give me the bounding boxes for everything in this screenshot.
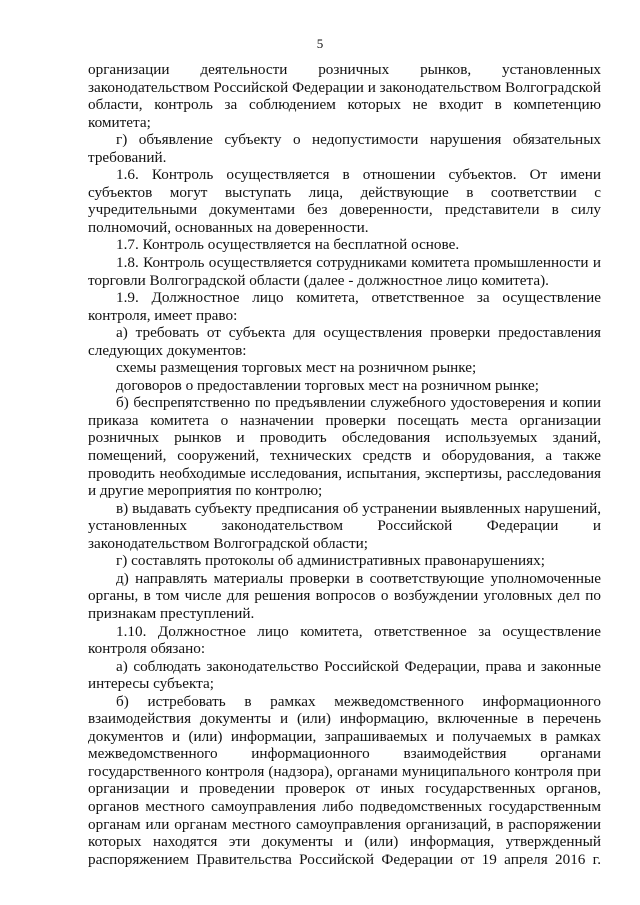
paragraph-1-9-a-item-1: схемы размещения торговых мест на розничном рынке; xyxy=(116,359,477,377)
paragraph-1-7: 1.7. Контроль осуществляется на бесплатной основе. xyxy=(116,236,460,254)
paragraph-1-9-b: б) беспрепятственно по предъявлении служебного удостоверения и копии приказа комитета о назначении проверки посещать места организации розничных рынков и проводить обследования используемых зданий, помещений, сооружений, технических средств и оборудования, а также проводить необходимые исследования, испытания, экспертизы, расследования и другие мероприятия по контролю; xyxy=(88,394,601,500)
paragraph-1-9-g: г) составлять протоколы об административных правонарушениях; xyxy=(116,552,545,570)
paragraph-1-10: 1.10. Должностное лицо комитета, ответственное за осуществление контроля обязано: xyxy=(88,622,601,658)
paragraph-1-9: 1.9. Должностное лицо комитета, ответственное за осуществление контроля, имеет право: xyxy=(88,289,601,324)
paragraph-1-9-a: а) требовать от субъекта для осуществления проверки предоставления следующих документов: xyxy=(88,324,601,359)
paragraph-1-9-v: в) выдавать субъекту предписания об устранении выявленных нарушений, установленных законодательством Российской Федерации и законодательством Волгоградской области; xyxy=(88,499,601,552)
page-number: 5 xyxy=(316,36,324,51)
paragraph-continuation: организации деятельности розничных рынков, установленных законодательством Российской Федерации и законодательством Волгоградской области, контроль за соблюдением которых не входит в компетенцию комитета; xyxy=(88,61,601,131)
paragraph-1-10-b: б) истребовать в рамках межведомственного информационного взаимодействия документы и (или) информацию, включенные в перечень документов и (или) информации, запрашиваемых и получаемых в рамках межведомственного информационного взаимодействия органами государственного контроля (надзора), органами муниципального контроля при организации и проведении проверок от иных государственных органов, органов местного самоуправления либо подведомственных государственным органам или органам местного самоуправления организаций, в распоряжении которых находятся эти документы и (или) информация, утвержденный распоряжением Правительства Российской Федерации от 19 апреля 2016 г. xyxy=(88,692,601,868)
paragraph-1-6: 1.6. Контроль осуществляется в отношении субъектов. От имени субъектов могут выступать лица, действующие в соответствии с учредительными документами без доверенности, представители в силу полномочий, основанных на доверенности. xyxy=(88,166,601,236)
paragraph-1-8: 1.8. Контроль осуществляется сотрудниками комитета промышленности и торговли Волгоградской области (далее - должностное лицо комитета). xyxy=(88,254,601,289)
paragraph-item-g-notice: г) объявление субъекту о недопустимости нарушения обязательных требований. xyxy=(88,131,601,166)
paragraph-1-9-d: д) направлять материалы проверки в соответствующие уполномоченные органы, в том числе для решения вопросов о возбуждении уголовных дел по признакам преступлений. xyxy=(88,569,601,622)
body-text xyxy=(88,61,601,868)
paragraph-1-10-a: а) соблюдать законодательство Российской Федерации, права и законные интересы субъекта; xyxy=(88,657,601,693)
paragraph-1-9-a-item-2: договоров о предоставлении торговых мест на розничном рынке; xyxy=(116,376,539,394)
